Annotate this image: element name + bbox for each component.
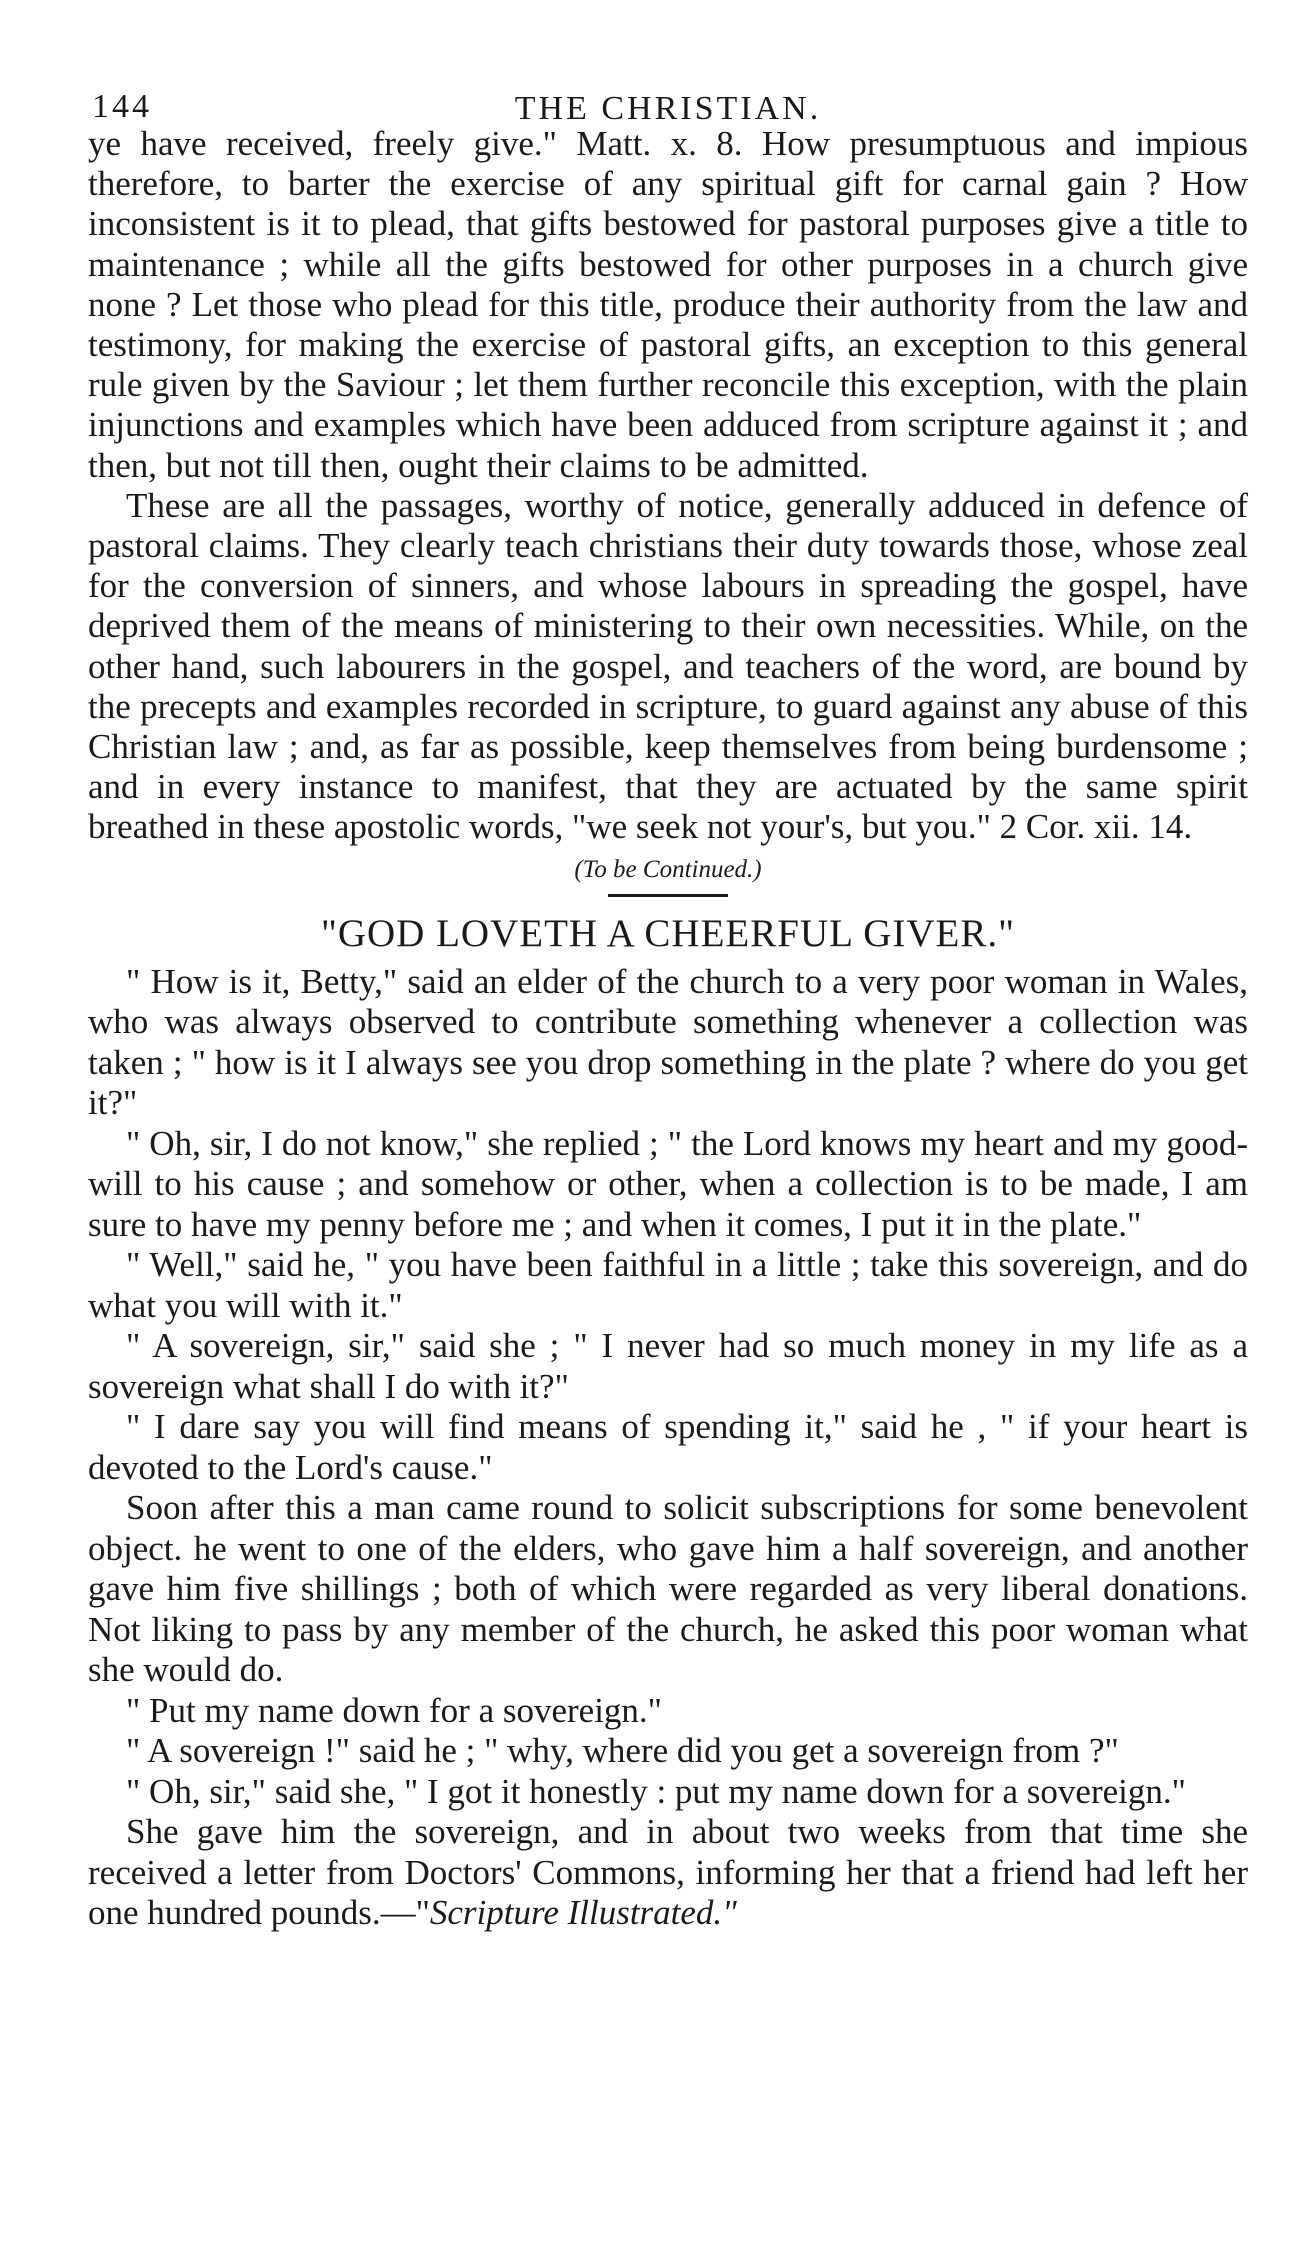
book-page <box>88 60 1248 2220</box>
continuation-note: (To be Continued.) <box>574 855 762 883</box>
page-number: 144 <box>92 88 152 125</box>
running-title: THE CHRISTIAN. <box>514 90 822 127</box>
running-head <box>88 60 1248 127</box>
story-paragraph: " Oh, sir," said she, " I got it honestly : put my name down for a sovereign." <box>126 1771 1186 1811</box>
story-paragraph: Soon after this a man came round to solicit subscriptions for some benevolent object. he went to one of the elders, who gave him a half sovereign, and another gave him five shillings ; both of which were regarded as very liberal donations. Not liking to pass by any member of the church, he asked this poor woman what she would do. <box>88 1488 1248 1690</box>
story-title: "GOD LOVETH A CHEERFUL GIVER." <box>320 911 1016 955</box>
article-continuation <box>88 124 1248 884</box>
story-final-text: She gave him the sovereign, and in about two weeks from that time she received a letter from Doctors' Commons, informing her that a friend had left her one hundred pounds.—" <box>88 1812 1248 1933</box>
story-body <box>88 962 1248 1934</box>
story-paragraph: " How is it, Betty," said an elder of the church to a very poor woman in Wales, who was always observed to contribute something whenever a collection was taken ; " how is it I always see you drop something in the plate ? where do you get it?" <box>88 961 1248 1123</box>
story-paragraph: " Put my name down for a sovereign." <box>126 1690 662 1730</box>
story-paragraph: " A sovereign !" said he ; " why, where did you get a sovereign from ?" <box>126 1731 1119 1771</box>
story-paragraph: " A sovereign, sir," said she ; " I never had so much money in my life as a sovereign what shall I do with it?" <box>88 1326 1248 1406</box>
article-paragraph: ye have received, freely give." Matt. x. 8. How presumptuous and impious therefore, to barter the exercise of any spiritual gift for carnal gain ? How inconsistent is it to plead, that gifts bestowed for pastoral purposes give a title to maintenance ; while all the gifts bestowed for other purposes in a church give none ? Let those who plead for this title, produce their authority from the law and testimony, for making the exercise of pastoral gifts, an exception to this general rule given by the Saviour ; let them further reconcile this exception, with the plain injunctions and examples which have been adduced from scripture against it ; and then, but not till then, ought their claims to be admitted. <box>88 124 1248 485</box>
section-divider <box>608 894 728 897</box>
story-paragraph: " Well," said he, " you have been faithful in a little ; take this sovereign, and do what you will with it." <box>88 1245 1248 1325</box>
story-paragraph-final <box>88 1812 1248 1934</box>
article-paragraph: These are all the passages, worthy of notice, generally adduced in defence of pastoral claims. They clearly teach christians their duty towards those, whose zeal for the conversion of sinners, and whose labours in spreading the gospel, have deprived them of the means of ministering to their own necessities. While, on the other hand, such labourers in the gospel, and teachers of the word, are bound by the precepts and examples recorded in scripture, to guard against any abuse of this Christian law ; and, as far as possible, keep themselves from being burdensome ; and in every instance to manifest, that they are actuated by the same spirit breathed in these apostolic words, "we seek not your's, but you." 2 Cor. xii. 14. <box>88 485 1248 847</box>
story-paragraph: " I dare say you will find means of spending it," said he , " if your heart is devoted to the Lord's cause." <box>88 1407 1248 1487</box>
story-paragraph: " Oh, sir, I do not know," she replied ; " the Lord knows my heart and my good-will to his cause ; and somehow or other, when a collection is to be made, I am sure to have my penny before me ; and when it comes, I put it in the plate." <box>88 1123 1248 1244</box>
story-citation: Scripture Illustrated." <box>429 1893 737 1933</box>
